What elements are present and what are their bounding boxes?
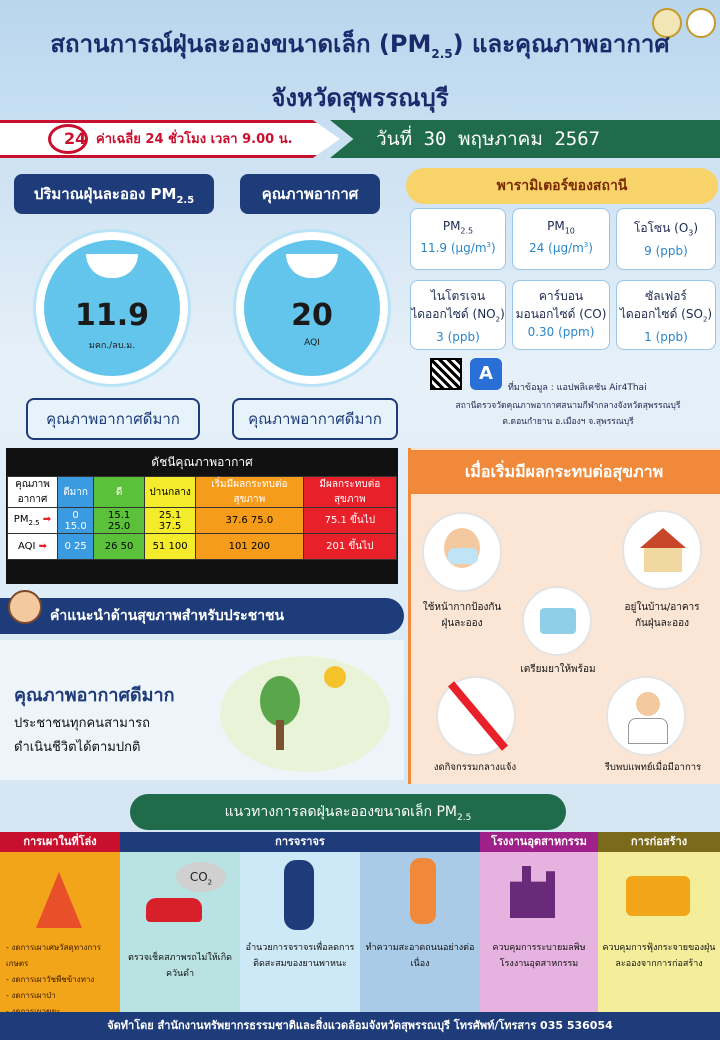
impact-header: เมื่อเริ่มมีผลกระทบต่อสุขภาพ bbox=[408, 450, 720, 494]
advice-line2: ดำเนินชีวิตได้ตามปกติ bbox=[14, 740, 141, 755]
house-icon bbox=[622, 510, 702, 590]
page-subtitle: จังหวัดสุพรรณบุรี bbox=[271, 83, 449, 112]
param-pm25: $PM_{2.5}$ 11.9 $(\mu g/m^3)$ bbox=[410, 208, 506, 270]
qr-code-icon[interactable] bbox=[430, 358, 462, 390]
advice-title: คุณภาพอากาศดีมาก bbox=[14, 685, 175, 706]
date-label: วันที่ 30 พฤษภาคม 2567 bbox=[376, 128, 601, 150]
traffic-police-icon bbox=[284, 860, 314, 930]
pm25-value: 11.9 bbox=[74, 298, 150, 333]
impact-item-medicine: เตรียมยาให้พร้อม bbox=[520, 664, 596, 675]
advice-panel bbox=[0, 640, 404, 780]
street-sweeper-icon bbox=[410, 858, 436, 924]
station-name: สถานีตรวจวัดคุณภาพอากาศสนามกีฬากลางจังหวัดสุพรรณบุรี bbox=[455, 401, 681, 411]
table-row: คุณภาพ อากาศ ดีมาก ดี ปานกลาง เริ่มมีผลกระทบต่อสุขภาพ มีผลกระทบต่อสุขภาพ bbox=[8, 477, 397, 508]
list-item: - งดการเผาวัชพืชข้างทาง bbox=[6, 975, 95, 984]
category-industry: โรงงานอุตสาหกรรม bbox=[480, 832, 598, 852]
aqi-table-title: ดัชนีคุณภาพอากาศ bbox=[151, 455, 253, 469]
advice-line1: ประชาชนทุกคนสามารถ bbox=[14, 716, 151, 731]
burning-list bbox=[6, 940, 120, 1020]
traffic-text-1: ตรวจเช็คสภาพรถไม่ให้เกิดควันดำ bbox=[127, 953, 233, 979]
category-traffic: การจราจร bbox=[120, 832, 480, 852]
param-co: คาร์บอน มอนอกไซด์ (CO) 0.30 (ppm) bbox=[512, 280, 610, 350]
aqi-unit: AQI bbox=[304, 338, 320, 348]
category-open-burning: การเผาในที่โล่ง bbox=[0, 832, 120, 852]
impact-item-no-outdoor: งดกิจกรรมกลางแจ้ง bbox=[433, 762, 517, 773]
traffic-panel-car bbox=[120, 852, 240, 1012]
station-header: พารามิเตอร์ของสถานี bbox=[406, 168, 718, 204]
car-icon bbox=[146, 898, 202, 922]
doctor-icon bbox=[606, 676, 686, 756]
impact-item-see-doctor: รีบพบแพทย์เมื่อมีอาการ bbox=[604, 762, 702, 773]
pm25-header: ปริมาณฝุ่นละออง $PM_{2.5}$ bbox=[14, 174, 214, 214]
traffic-text-2: อำนวยการจราจรเพื่อลดการติดสะสมของยานพาหนะ bbox=[245, 943, 355, 969]
param-o3: โอโซน $(O_3)$ 9 (ppb) bbox=[616, 208, 716, 270]
data-source: ที่มาข้อมูล : แอปพลิเคชัน Air4Thai bbox=[508, 383, 647, 393]
aqi-value: 20 bbox=[291, 298, 333, 333]
param-no2: ไนโตรเจน ไดออกไซด์ $(NO_2)$ 3 (ppb) bbox=[410, 280, 506, 350]
aqi-status: คุณภาพอากาศดีมาก bbox=[232, 398, 398, 440]
footer-credit: จัดทำโดย สำนักงานทรัพยากรธรรมชาติและสิ่งแวดล้อมจังหวัดสุพรรณบุรี โทรศัพท์/โทรสาร 035 536054 bbox=[0, 1012, 720, 1040]
pm25-gauge bbox=[36, 232, 188, 384]
traffic-panel-sweep bbox=[360, 852, 480, 1012]
impact-item-stay-home: อยู่ในบ้าน/อาคาร กันฝุ่นละออง bbox=[624, 602, 700, 629]
param-pm10: $PM_{10}$ 24 $(\mu g/m^3)$ bbox=[512, 208, 610, 270]
impact-item-mask: ใช้หน้ากากป้องกัน ฝุ่นละออง bbox=[422, 602, 502, 629]
traffic-text-3: ทำความสะอาดถนนอย่างต่อเนื่อง bbox=[365, 943, 475, 969]
excavator-icon bbox=[626, 876, 690, 916]
burning-panel bbox=[0, 852, 120, 1012]
factory-text: ควบคุมการระบายมลพิษโรงงานอุตสาหกรรม bbox=[492, 943, 586, 969]
advice-header: คำแนะนำด้านสุขภาพสำหรับประชาชน bbox=[0, 598, 404, 634]
factory-icon bbox=[510, 866, 570, 918]
aqi-table bbox=[7, 476, 397, 560]
co2-cloud-icon: $CO_2$ bbox=[176, 862, 226, 892]
kids-playing-illustration bbox=[220, 656, 390, 772]
air4thai-app-icon[interactable]: A bbox=[470, 358, 502, 390]
aqi-header: คุณภาพอากาศ bbox=[240, 174, 380, 214]
average-label: ค่าเฉลี่ย 24 ชั่วโมง เวลา 9.00 น. bbox=[96, 132, 293, 147]
smile-face-icon bbox=[286, 254, 338, 278]
list-item: - งดการเผาป่า bbox=[6, 991, 56, 1000]
pm25-unit: มคก./ลบ.ม. bbox=[88, 341, 136, 351]
factory-panel bbox=[480, 852, 598, 1012]
construction-text: ควบคุมการฟุ้งกระจายของฝุ่นละอองจากการก่อสร้าง bbox=[602, 943, 716, 969]
aqi-table-panel bbox=[6, 448, 398, 584]
face-mask-icon bbox=[422, 512, 502, 592]
smile-face-icon bbox=[86, 254, 138, 278]
list-item: - งดการเผาเศษวัสดุทางการเกษตร bbox=[6, 943, 102, 968]
table-row: $PM_{2.5}$ ➡ 0 15.0 15.1 25.0 25.1 37.5 37.6 75.0 75.1 ขึ้นไป bbox=[8, 508, 397, 534]
person-mask-icon bbox=[8, 590, 42, 624]
param-so2: ซัลเฟอร์ ไดออกไซด์ $(SO_2)$ 1 (ppb) bbox=[616, 280, 716, 350]
page-title: สถานการณ์ฝุ่นละอองขนาดเล็ก $(PM_{2.5})$ และคุณภาพอากาศ จังหวัดสุพรรณบุรี bbox=[0, 22, 720, 120]
reduce-header: แนวทางการลดฝุ่นละอองขนาดเล็ก $PM_{2.5}$ bbox=[130, 794, 566, 830]
aqi-gauge bbox=[236, 232, 388, 384]
fire-icon bbox=[36, 872, 82, 928]
no-outdoor-activity-icon bbox=[436, 676, 516, 756]
medicine-icon bbox=[522, 586, 592, 656]
hours-badge: 24 bbox=[64, 129, 87, 148]
construction-panel bbox=[598, 852, 720, 1012]
category-construction: การก่อสร้าง bbox=[598, 832, 720, 852]
table-row: AQI ➡ 0 25 26 50 51 100 101 200 201 ขึ้นไป bbox=[8, 534, 397, 560]
traffic-panel-police bbox=[240, 852, 360, 1012]
pm25-status: คุณภาพอากาศดีมาก bbox=[26, 398, 200, 440]
station-address: ต.ดอนกำยาน อ.เมืองฯ จ.สุพรรณบุรี bbox=[502, 417, 634, 427]
